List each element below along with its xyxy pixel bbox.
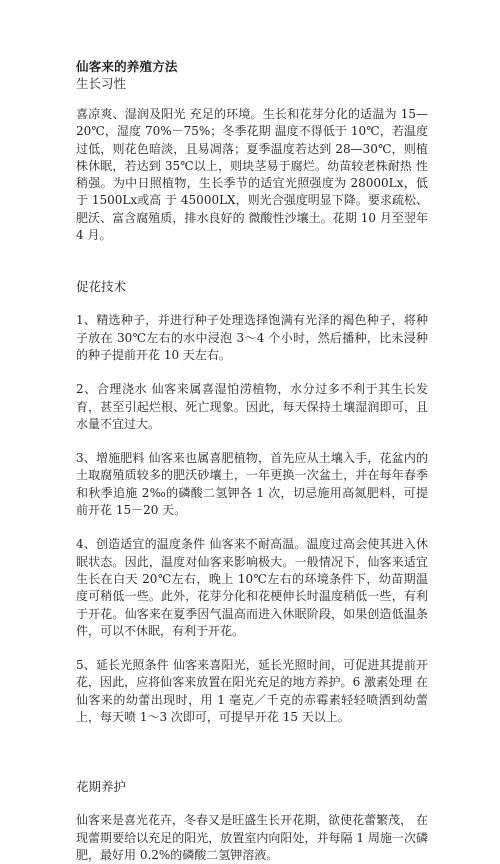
paragraph-technique-1: 1、精选种子，并进行种子处理选择饱满有光泽的褐色种子，将种子放在 30℃左右的水中浸泡 3～4 个小时，然后播种，比未浸种的种子提前开花 10 天左右。 [76,313,428,362]
spacer [76,795,428,812]
section-heading-flowering-techniques: 促花技术 [76,279,127,295]
spacer [76,519,428,536]
spacer [76,364,428,381]
paragraph-technique-2: 2、合理浇水 仙客来属喜湿怕涝植物，水分过多不利于其生长发育，甚至引起烂根、死亡现象。因此，每天保持土壤湿润即可，且水量不宜过大。 [76,382,428,431]
paragraph-technique-5: 5、延长光照条件 仙客来喜阳光，延长光照时间，可促进其提前开花，因此，应将仙客来放置在阳光充足的地方养护。6 激素处理 在仙客来的幼蕾出现时，用 1 毫克／千克的赤霉素轻轻喷洒到幼蕾上，每天喷 1～3 次即可，可提早开花 15 天以上。 [76,658,428,725]
spacer [76,244,428,278]
section-heading-growth-habit: 生长习性 [76,76,127,91]
section-heading-flowering-care: 花期养护 [76,779,127,795]
paragraph-technique-3: 3、增施肥料 仙客来也属喜肥植物，首先应从土壤入手，花盆内的土取腐殖质较多的肥沃砂壤土，一年更换一次盆土，并在每年春季和秋季追施 2‰的磷酸二氢钾各 1 次，切忌施用高氮肥料，可提前开花 15－20 天。 [76,451,428,518]
spacer [76,92,428,106]
spacer [76,433,428,450]
paragraph-technique-4: 4、创造适宜的温度条件 仙客来不耐高温。温度过高会使其进入休眠状态。因此，温度对仙客来影响极大。一般情况下，仙客来适宜生长在白天 20℃左右，晚上 10℃左右的环境条件下，幼苗期温度可稍低一些。此外，花芽分化和花梗伸长时温度稍低一些，有利于开花。仙客来在夏季因气温高而进入休眠阶段，如果创造低温条件，可以不休眠，有利于开花。 [76,537,428,638]
article-title: 仙客来的养殖方法 [76,59,178,74]
spacer [76,726,428,778]
paragraph-flowering-care: 仙客来是喜光花卉，冬春又是旺盛生长开花期，欲使花蕾繁茂， 在现蕾期要给以充足的阳光，放置室内向阳处，并每隔 1 周施一次磷 肥，最好用 0.2%的磷酸二氢钾溶液。 [76,813,428,862]
spacer [76,640,428,657]
spacer [76,295,428,312]
article [76,58,428,864]
paragraph-growth-habit: 喜凉爽、湿润及阳光 充足的环境。生长和花芽分化的适温为 15—20℃，湿度 70%－75%；冬季花期 温度不得低于 10℃，若温度过低，则花色暗淡，且易凋落；夏季温度若达到 28—30℃，则植株休眠，若达到 35℃以上，则块茎易于腐烂。幼苗较老株耐热 性稍强。为中日照植物，生长季节的适宜光照强度为 28000Lx，低于 1500Lx或高 于 45000LX，则光合强度明显下降。要求疏松、肥沃、富含腐殖质，排水良好的 微酸性沙壤土。花期 10 月至翌年 4 月。 [76,107,428,243]
